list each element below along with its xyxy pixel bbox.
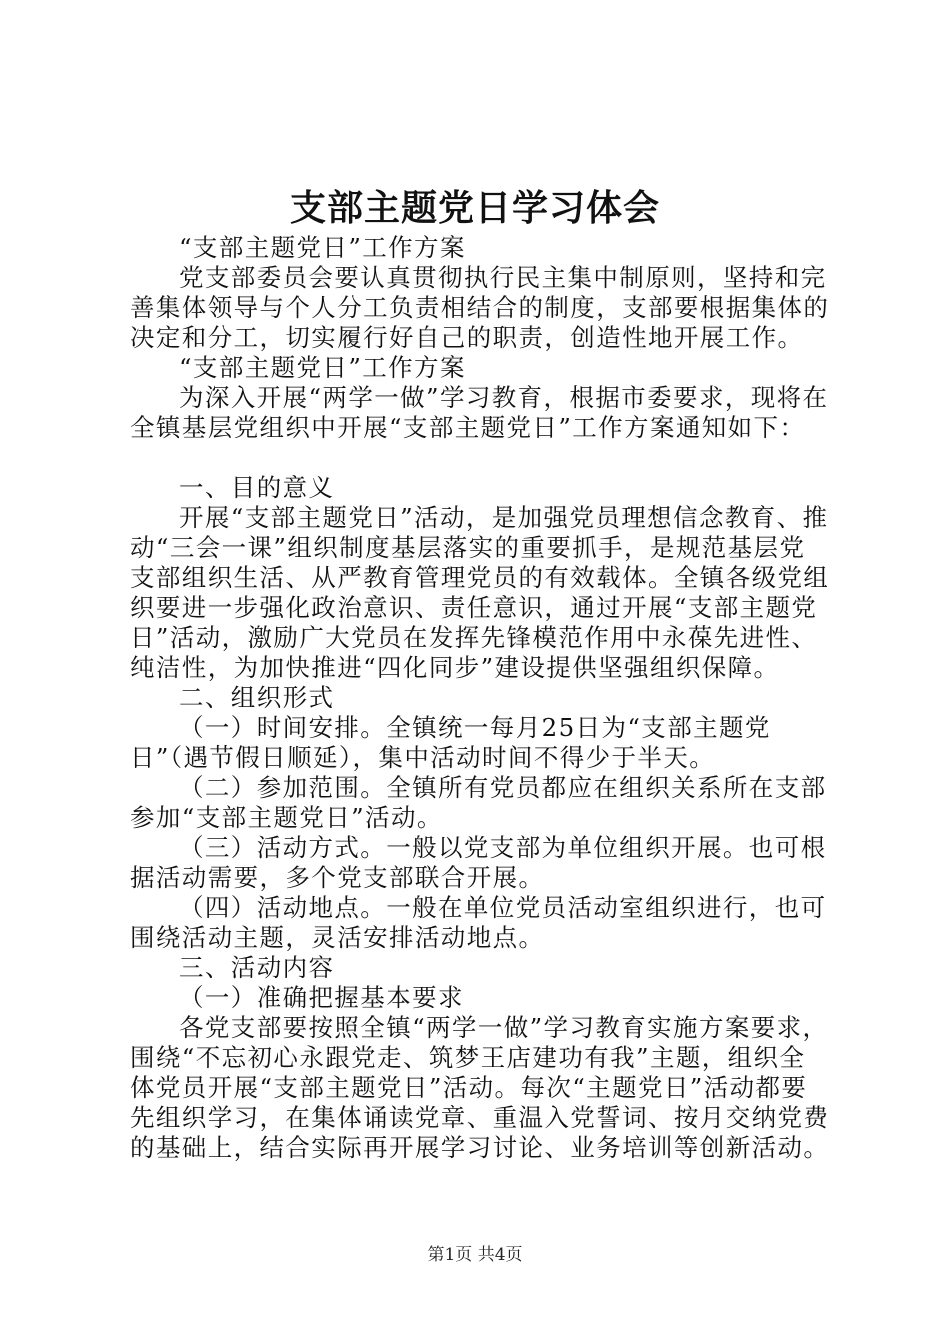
paragraph-purpose: 开展“支部主题党日”活动，是加强党员理想信念教育、推动“三会一课”组织制度基层落实的重要抓手，是规范基层党支部组织生活、从严教育管理党员的有效载体。全镇各级党组织要进一步强化政治意识、责任意识，通过开展“支部主题党日”活动，激励广大党员在发挥先锋模范作用中永葆先进性、纯洁性，为加快推进“四化同步”建设提供坚强组织保障。 [130, 503, 830, 682]
heading-content: 三、活动内容 [179, 953, 335, 982]
section-heading-plan: “支部主题党日”工作方案 [179, 233, 466, 262]
paragraph-scope: （二）参加范围。全镇所有党员都应在组织关系所在支部参加“支部主题党日”活动。 [130, 773, 827, 832]
heading-organization: 二、组织形式 [179, 683, 335, 712]
heading-purpose: 一、目的意义 [179, 473, 335, 502]
paragraph-time: （一）时间安排。全镇统一每月25日为“支部主题党日”（遇节假日顺延），集中活动时间不得少于半天。 [130, 713, 771, 772]
page-title: 支部主题党日学习体会 [289, 187, 660, 229]
paragraph-location: （四）活动地点。一般在单位党员活动室组织进行，也可围绕活动主题，灵活安排活动地点。 [130, 893, 827, 952]
paragraph-committee: 党支部委员会要认真贯彻执行民主集中制原则，坚持和完善集体领导与个人分工负责相结合的制度，支部要根据集体的决定和分工，切实履行好自己的职责，创造性地开展工作。 [130, 263, 830, 352]
paragraph-intro: 为深入开展“两学一做”学习教育，根据市委要求，现将在全镇基层党组织中开展“支部主题党日”工作方案通知如下： [130, 383, 829, 442]
document-body [130, 233, 830, 1163]
paragraph-requirements: 各党支部要按照全镇“两学一做”学习教育实施方案要求，围绕“不忘初心永跟党走、筑梦王店建功有我”主题，组织全体党员开展“支部主题党日”活动。每次“主题党日”活动都要先组织学习，在集体诵读党章、重温入党誓词、按月交纳党费的基础上，结合实际再开展学习讨论、业务培训等创新活动。 [130, 1013, 830, 1162]
paragraph-method: （三）活动方式。一般以党支部为单位组织开展。也可根据活动需要，多个党支部联合开展。 [130, 833, 827, 892]
page-number-footer: 第1页 共4页 [427, 1245, 523, 1265]
section-heading-plan-repeat: “支部主题党日”工作方案 [179, 353, 466, 382]
subheading-requirements: （一）准确把握基本要求 [179, 983, 464, 1012]
blank-line [130, 443, 830, 473]
